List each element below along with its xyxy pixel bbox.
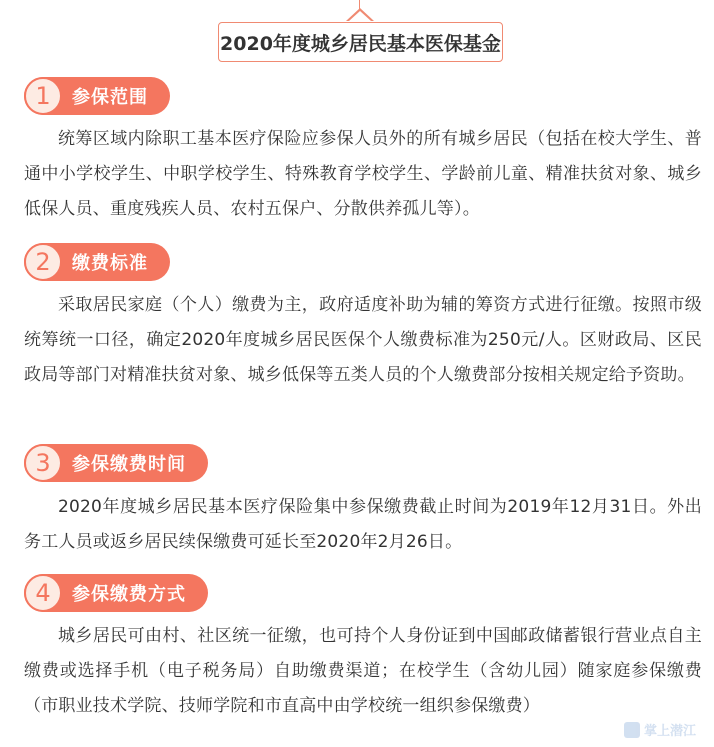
section-1-header bbox=[24, 77, 170, 115]
section-1-pill bbox=[24, 77, 170, 115]
section-4-number: 4 bbox=[24, 574, 62, 612]
watermark-logo-icon bbox=[624, 722, 640, 738]
section-1-heading: 参保范围 bbox=[72, 87, 148, 108]
section-4-pill bbox=[24, 574, 208, 612]
section-2-body: 采取居民家庭（个人）缴费为主，政府适度补助为辅的筹资方式进行征缴。按照市级统筹统一口径，确定2020年度城乡居民医保个人缴费标准为250元/人。区财政局、区民政局等部门对精准扶贫对象、城乡低保等五类人员的个人缴费部分按相关规定给予资助。 bbox=[24, 295, 702, 385]
title-triangle-inner bbox=[349, 11, 371, 21]
section-3-header bbox=[24, 444, 208, 482]
page-title: 2020年度城乡居民基本医保基金 bbox=[218, 22, 503, 62]
section-3-body: 2020年度城乡居民基本医疗保险集中参保缴费截止时间为2019年12月31日。外出务工人员或返乡居民续保缴费可延长至2020年2月26日。 bbox=[24, 497, 702, 552]
watermark bbox=[624, 720, 696, 739]
title-decoration bbox=[0, 0, 714, 70]
section-4-heading: 参保缴费方式 bbox=[72, 584, 186, 605]
section-3-pill bbox=[24, 444, 208, 482]
section-3-heading: 参保缴费时间 bbox=[72, 454, 186, 475]
section-4-body: 城乡居民可由村、社区统一征缴，也可持个人身份证到中国邮政储蓄银行营业点自主缴费或选择手机（电子税务局）自助缴费渠道；在校学生（含幼儿园）随家庭参保缴费（市职业技术学院、技师学院和市直高中由学校统一组织参保缴费） bbox=[24, 626, 702, 716]
section-2-number: 2 bbox=[24, 243, 62, 281]
section-2-pill bbox=[24, 243, 170, 281]
section-1-number: 1 bbox=[24, 77, 62, 115]
section-1-body: 统筹区域内除职工基本医疗保险应参保人员外的所有城乡居民（包括在校大学生、普通中小学校学生、中职学校学生、特殊教育学校学生、学龄前儿童、精准扶贫对象、城乡低保人员、重度残疾人员、农村五保户、分散供养孤儿等）。 bbox=[24, 129, 702, 219]
watermark-text: 掌上潜江 bbox=[643, 724, 696, 739]
section-4-header bbox=[24, 574, 208, 612]
section-2-header bbox=[24, 243, 170, 281]
section-3-number: 3 bbox=[24, 444, 62, 482]
section-2-heading: 缴费标准 bbox=[72, 253, 148, 274]
